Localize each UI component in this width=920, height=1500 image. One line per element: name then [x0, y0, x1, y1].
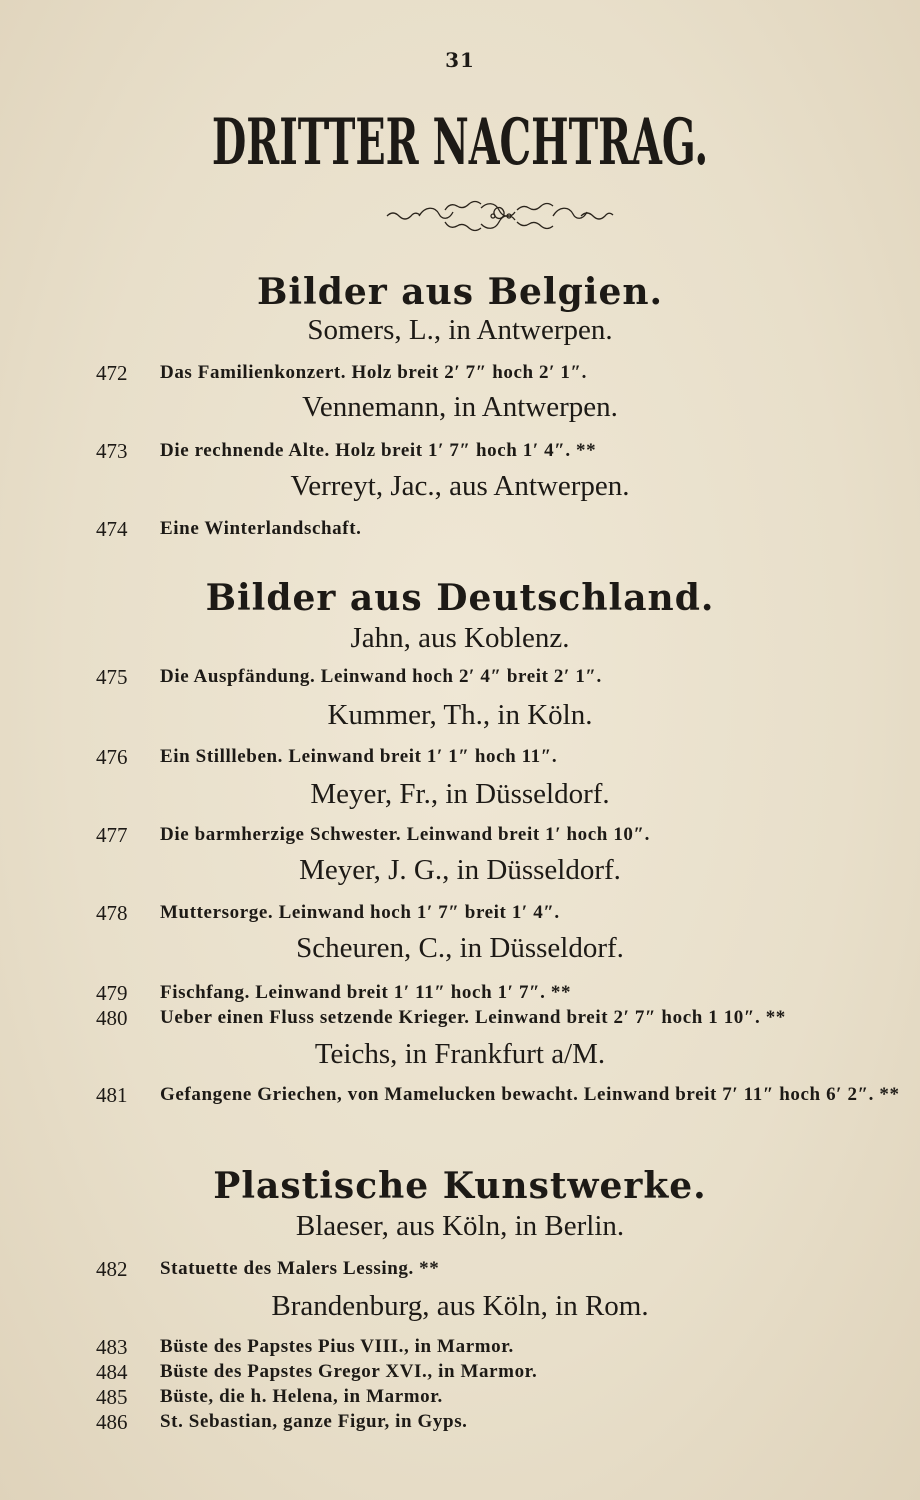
entry-number: 485	[96, 1385, 128, 1409]
entry-number: 475	[96, 665, 128, 689]
artist-name: Blaeser, aus Köln, in Berlin.	[295, 1210, 625, 1242]
entry-description: Die rechnende Alte. Holz breit 1′ 7″ hoch 1′ 4″. **	[160, 440, 597, 461]
artist-name: Kummer, Th., in Köln.	[327, 699, 593, 731]
entry-description: Statuette des Malers Lessing. **	[160, 1258, 440, 1279]
artist-name: Brandenburg, aus Köln, in Rom.	[271, 1290, 649, 1322]
entry-number: 476	[96, 745, 128, 769]
entry-number: 477	[96, 823, 128, 847]
entry-number: 472	[96, 361, 128, 385]
section-heading: Plastische Kunstwerke.	[213, 1165, 707, 1207]
entry-number: 484	[96, 1360, 128, 1384]
artist-name: Jahn, aus Koblenz.	[350, 622, 570, 654]
artist-name: Somers, L., in Antwerpen.	[307, 314, 613, 346]
entry-description: Ein Stillleben. Leinwand breit 1′ 1″ hoch 11″.	[160, 746, 558, 767]
entry-description: Büste des Papstes Gregor XVI., in Marmor.	[160, 1361, 538, 1382]
entry-number: 474	[96, 517, 128, 541]
entry-description: Die barmherzige Schwester. Leinwand breit 1′ hoch 10″.	[160, 824, 650, 845]
scroll-flourish-icon	[383, 196, 615, 236]
entry-number: 478	[96, 901, 128, 925]
artist-name: Vennemann, in Antwerpen.	[302, 391, 618, 423]
entry-number: 482	[96, 1257, 128, 1281]
entry-description: Büste, die h. Helena, in Marmor.	[160, 1386, 443, 1407]
artist-name: Scheuren, C., in Düsseldorf.	[296, 932, 624, 964]
entry-description: Die Auspfändung. Leinwand hoch 2′ 4″ breit 2′ 1″.	[160, 666, 602, 687]
entry-number: 480	[96, 1006, 128, 1030]
entry-description: St. Sebastian, ganze Figur, in Gyps.	[160, 1411, 468, 1432]
entry-number: 473	[96, 439, 128, 463]
entry-description: Das Familienkonzert. Holz breit 2′ 7″ hoch 2′ 1″.	[160, 362, 587, 383]
artist-name: Teichs, in Frankfurt a/M.	[314, 1038, 606, 1070]
entry-description: Gefangene Griechen, von Mamelucken bewacht. Leinwand breit 7′ 11″ hoch 6′ 2″. **	[160, 1084, 900, 1105]
section-heading: Bilder aus Deutschland.	[205, 577, 715, 619]
artist-name: Meyer, Fr., in Düsseldorf.	[310, 778, 610, 810]
entry-description: Ueber einen Fluss setzende Krieger. Leinwand breit 2′ 7″ hoch 1 10″. **	[160, 1007, 786, 1028]
entry-number: 479	[96, 981, 128, 1005]
entry-description: Fischfang. Leinwand breit 1′ 11″ hoch 1′ 7″. **	[160, 982, 572, 1003]
page-title: DRITTER NACHTRAG.	[211, 105, 709, 180]
artist-name: Verreyt, Jac., aus Antwerpen.	[290, 470, 630, 502]
entry-number: 483	[96, 1335, 128, 1359]
entry-description: Büste des Papstes Pius VIII., in Marmor.	[160, 1336, 514, 1357]
entry-number: 486	[96, 1410, 128, 1434]
entry-description: Muttersorge. Leinwand hoch 1′ 7″ breit 1′ 4″.	[160, 902, 560, 923]
artist-name: Meyer, J. G., in Düsseldorf.	[299, 854, 621, 886]
entry-description: Eine Winterlandschaft.	[160, 518, 362, 539]
section-heading: Bilder aus Belgien.	[256, 271, 664, 313]
entry-number: 481	[96, 1083, 128, 1107]
page-number: 31	[445, 48, 475, 72]
